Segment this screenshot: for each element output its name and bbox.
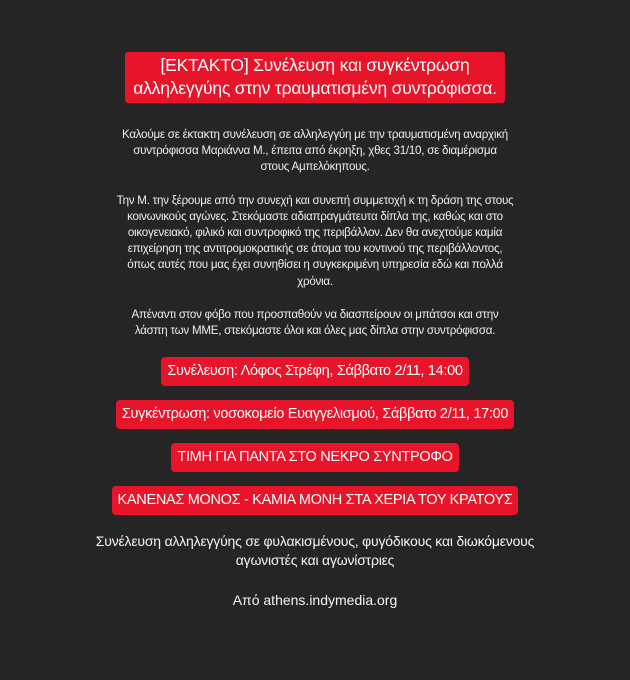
honor-slogan-tag: ΤΙΜΗ ΓΙΑ ΠΑΝΤΑ ΣΤΟ ΝΕΚΡΟ ΣΥΝΤΡΟΦΟ bbox=[171, 443, 458, 472]
gathering-tag: Συγκέντρωση: νοσοκομείο Ευαγγελισμού, Σάββατο 2/11, 17:00 bbox=[116, 400, 514, 429]
paragraph-call bbox=[95, 127, 535, 176]
title-line: αλληλεγγύης στην τραυματισμένη συντρόφισσα. bbox=[133, 78, 497, 98]
paragraph-line: όπως αυτές που μας έχει συνηθίσει η συγκεκριμένη υπηρεσία εδώ και πολλά bbox=[127, 258, 503, 272]
announcement-title bbox=[125, 52, 505, 103]
nobody-alone-slogan-tag: ΚΑΝΕΝΑΣ ΜΟΝΟΣ - ΚΑΜΙΑ ΜΟΝΗ ΣΤΑ ΧΕΡΙΑ ΤΟΥ ΚΡΑΤΟΥΣ bbox=[112, 486, 519, 515]
paragraph-fear bbox=[95, 307, 535, 339]
title-line: [ΕΚΤΑΚΤΟ] Συνέλευση και συγκέντρωση bbox=[160, 55, 470, 75]
paragraph-solidarity bbox=[95, 193, 535, 290]
paragraph-line: Την Μ. την ξέρουμε από την συνεχή και συνεπή συμμετοχή κ τη δράση της στους bbox=[116, 193, 514, 207]
paragraph-line: οικογενειακό, φιλικό και συντροφικό της περιβάλλον. Δεν θα ανεχτούμε καμία bbox=[127, 226, 503, 240]
paragraph-line: χρόνια. bbox=[297, 274, 333, 288]
paragraph-line: Απέναντι στον φόβο που προσπαθούν να διασπείρουν οι μπάτσοι και στην bbox=[131, 307, 499, 321]
paragraph-line: επιχείρηση της αντιτρομοκρατικής σε άτομα του κοντινού της περιβάλλοντος, bbox=[127, 242, 503, 256]
source-credit: Από athens.indymedia.org bbox=[232, 592, 398, 609]
paragraph-line: Καλούμε σε έκτακτη συνέλευση σε αλληλεγγύη με την τραυματισμένη αναρχική bbox=[122, 128, 508, 141]
signature-line: Συνέλευση αλληλεγγύης σε φυλακισμένους, φυγόδικους και διωκόμενους bbox=[95, 533, 535, 550]
paragraph-line: λάσπη των ΜΜΕ, στεκόμαστε όλοι και όλες μας δίπλα στην συντρόφισσα. bbox=[134, 324, 496, 338]
paragraph-line: στους Αμπελόκηπους. bbox=[260, 160, 370, 174]
assembly-tag: Συνέλευση: Λόφος Στρέφη, Σάββατο 2/11, 14:00 bbox=[161, 357, 468, 386]
paragraph-line: κοινωνικούς αγώνες. Στεκόμαστε αδιαπραγμάτευτα δίπλα της, καθώς και στο bbox=[127, 209, 503, 223]
signature-line: αγωνιστές και αγωνίστριες bbox=[235, 551, 395, 568]
paragraph-line: συντρόφισσα Μαριάννα Μ., έπειτα από έκρηξη, χθες 31/10, σε διαμέρισμα bbox=[133, 144, 497, 158]
signature-text bbox=[96, 532, 534, 569]
